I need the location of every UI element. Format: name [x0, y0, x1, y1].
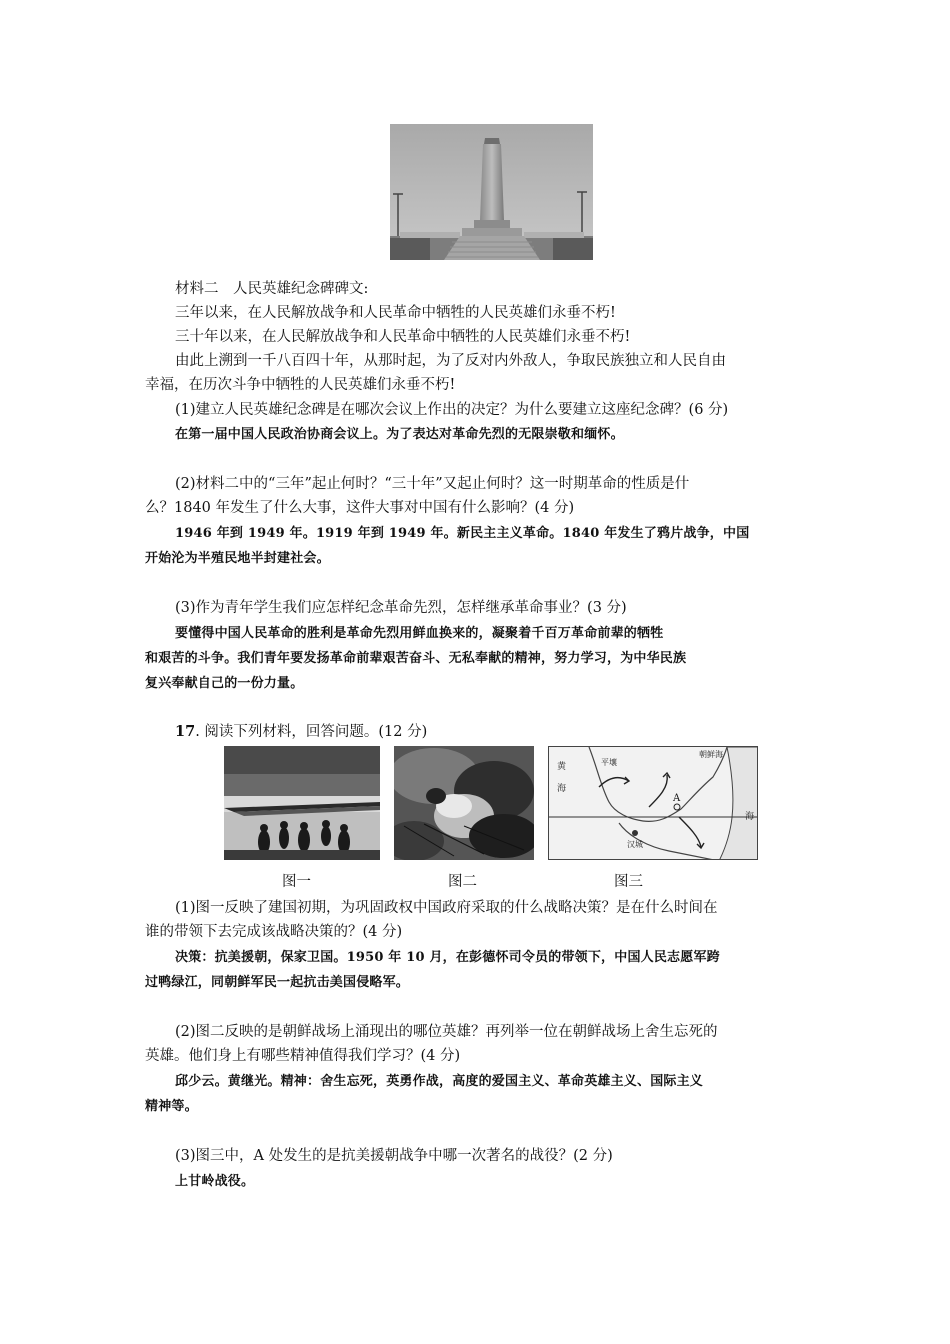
figure2-caption: 图二	[448, 874, 477, 890]
q16-part2-question-line2: 么？1840 年发生了什么大事，这件大事对中国有什么影响？(4 分)	[145, 500, 575, 516]
map-label-point-a: A	[673, 793, 681, 804]
q17-part2-question-line1: (2)图二反映的是朝鲜战场上涌现出的哪位英雄？再列举一位在朝鲜战场上舍生忘死的	[175, 1024, 718, 1040]
q17-number: 17	[175, 723, 196, 740]
figure3-caption: 图三	[614, 874, 643, 890]
q17-stem	[175, 722, 427, 742]
q16-part1-question: (1)建立人民英雄纪念碑是在哪次会议上作出的决定？为什么要建立这座纪念碑？(6 分)	[175, 402, 729, 418]
map-label-sea-west2: 海	[557, 784, 567, 794]
q17-part1-answer-line1: 决策：抗美援朝，保家卫国。1950 年 10 月，在彭德怀司令员的带领下，中国人民志愿军跨	[175, 950, 720, 965]
q17-part2-answer-line1: 邱少云。黄继光。精神：舍生忘死，英勇作战，高度的爱国主义、革命英雄主义、国际主义	[175, 1074, 704, 1089]
figure2-image	[394, 746, 534, 860]
q17-part2-question-line2: 英雄。他们身上有哪些精神值得我们学习？(4 分)	[145, 1048, 461, 1064]
monument-photo	[390, 124, 593, 260]
q17-part2-answer-line2: 精神等。	[145, 1099, 198, 1114]
monument-image	[390, 124, 593, 260]
q16-part2-answer-line2: 开始沦为半殖民地半封建社会。	[145, 551, 330, 566]
q16-part2-answer-line1: 1946 年到 1949 年。1919 年到 1949 年。新民主主义革命。1840 年发生了鸦片战争，中国	[175, 526, 750, 541]
figure1-photo	[224, 746, 380, 860]
figure1-caption: 图一	[282, 874, 311, 890]
q16-part2-question-line1: (2)材料二中的“三年”起止何时？“三十年”又起止何时？这一时期革命的性质是什	[175, 476, 690, 492]
figure3-map	[548, 746, 758, 860]
material2-line1: 三年以来，在人民解放战争和人民革命中牺牲的人民英雄们永垂不朽!	[175, 305, 616, 321]
map-label-top-right: 朝鲜海	[699, 750, 723, 759]
q17-stem-text: . 阅读下列材料，回答问题。(12 分)	[195, 724, 428, 740]
q16-part3-answer-line2: 和艰苦的斗争。我们青年要发扬革命前辈艰苦奋斗、无私奉献的精神，努力学习，为中华民族	[145, 651, 687, 666]
q16-part3-question: (3)作为青年学生我们应怎样纪念革命先烈，怎样继承革命事业？(3 分)	[175, 600, 627, 616]
q17-part1-question-line2: 谁的带领下去完成该战略决策的？(4 分)	[145, 924, 403, 940]
q16-part3-answer-line1: 要懂得中国人民革命的胜利是革命先烈用鲜血换来的，凝聚着千百万革命前辈的牺牲	[175, 626, 664, 641]
map-label-pyongyang: 平壤	[601, 758, 617, 767]
map-label-seoul: 汉城	[627, 840, 643, 849]
figure2-photo	[394, 746, 534, 860]
map-label-sea-east: 海	[745, 812, 755, 822]
q16-part3-answer-line3: 复兴奉献自己的一份力量。	[145, 676, 304, 691]
material2-line2: 三十年以来，在人民解放战争和人民革命中牺牲的人民英雄们永垂不朽!	[175, 329, 631, 345]
material2-line3a: 由此上溯到一千八百四十年，从那时起，为了反对内外敌人，争取民族独立和人民自由	[175, 353, 726, 369]
q17-part3-answer: 上甘岭战役。	[175, 1174, 255, 1189]
q17-part1-question-line1: (1)图一反映了建国初期，为巩固政权中国政府采取的什么战略决策？是在什么时间在	[175, 900, 718, 916]
figure3-map-image	[549, 747, 758, 860]
material2-line3b: 幸福，在历次斗争中牺牲的人民英雄们永垂不朽!	[145, 377, 456, 393]
map-label-sea-west: 黄	[557, 762, 567, 772]
q17-part1-answer-line2: 过鸭绿江，同朝鲜军民一起抗击美国侵略军。	[145, 975, 410, 990]
figure1-image	[224, 746, 380, 860]
q17-part3-question: (3)图三中，A 处发生的是抗美援朝战争中哪一次著名的战役？(2 分)	[175, 1148, 613, 1164]
q16-part1-answer: 在第一届中国人民政治协商会议上。为了表达对革命先烈的无限崇敬和缅怀。	[175, 427, 624, 442]
material2-heading: 材料二 人民英雄纪念碑碑文:	[175, 281, 369, 297]
